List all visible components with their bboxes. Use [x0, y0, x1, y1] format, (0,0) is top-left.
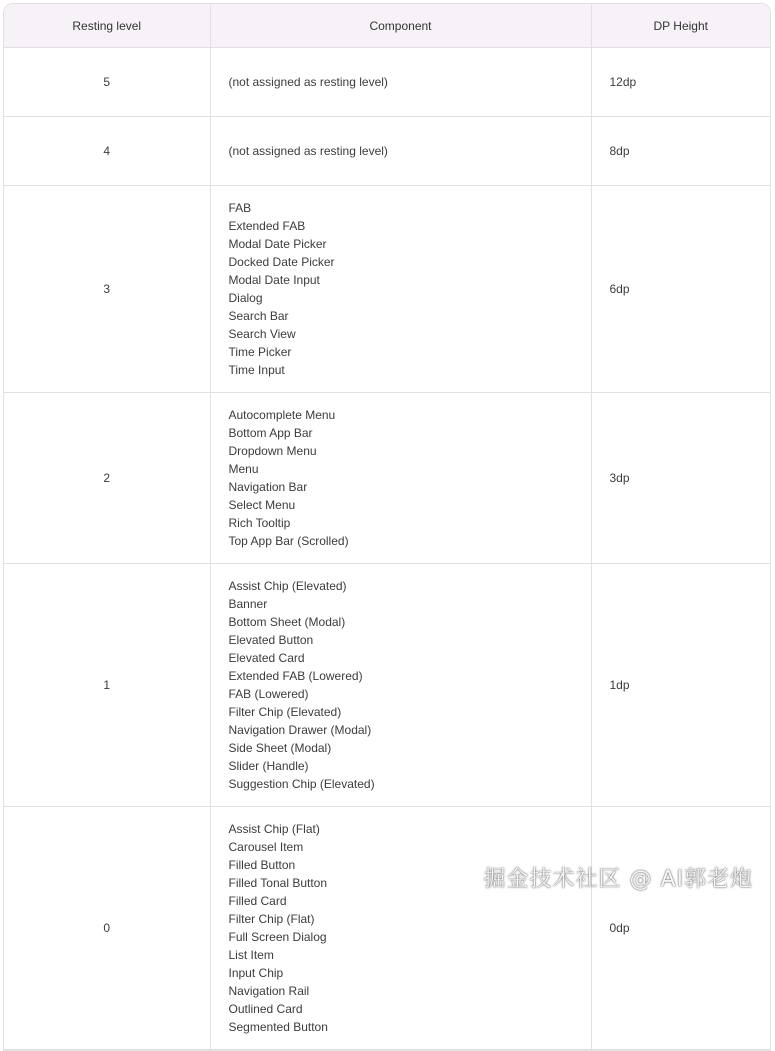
table-header-row: [4, 4, 770, 48]
table-row: [4, 564, 770, 807]
component-cell: [210, 186, 591, 393]
dp-height-cell: 0dp: [591, 807, 770, 1050]
component-item: Filter Chip (Flat): [228, 912, 315, 926]
component-item: List Item: [228, 948, 274, 962]
component-item: Extended FAB: [228, 219, 306, 233]
header-resting-level: Resting level: [4, 4, 210, 48]
component-item: Suggestion Chip (Elevated): [228, 777, 375, 791]
component-item: Navigation Rail: [228, 984, 310, 998]
dp-height-cell: 3dp: [591, 393, 770, 564]
component-item: Dropdown Menu: [228, 444, 317, 458]
table-row: [4, 117, 770, 186]
resting-level-cell: 2: [4, 393, 210, 564]
component-item: Modal Date Input: [228, 273, 320, 287]
component-item: Filter Chip (Elevated): [228, 705, 342, 719]
resting-level-cell: 4: [4, 117, 210, 186]
resting-level-cell: 1: [4, 564, 210, 807]
component-item: Full Screen Dialog: [228, 930, 327, 944]
resting-level-cell: 0: [4, 807, 210, 1050]
header-component: Component: [210, 4, 591, 48]
component-item: Autocomplete Menu: [228, 408, 336, 422]
component-item: Select Menu: [228, 498, 296, 512]
component-item: Docked Date Picker: [228, 255, 335, 269]
elevation-table: [4, 4, 770, 1050]
component-item: Time Input: [228, 363, 285, 377]
component-item: Elevated Card: [228, 651, 305, 665]
component-item: Bottom Sheet (Modal): [228, 615, 346, 629]
resting-level-cell: 3: [4, 186, 210, 393]
table-row: [4, 807, 770, 1050]
component-cell: [210, 117, 591, 186]
component-item: Navigation Bar: [228, 480, 308, 494]
component-item: Navigation Drawer (Modal): [228, 723, 372, 737]
component-item: Search View: [228, 327, 296, 341]
component-item: (not assigned as resting level): [228, 75, 388, 89]
watermark: 掘金技术社区 @ AI郭老炮: [483, 867, 753, 892]
component-cell: [210, 393, 591, 564]
header-dp-height: DP Height: [591, 4, 770, 48]
component-item: Bottom App Bar: [228, 426, 313, 440]
component-item: Search Bar: [228, 309, 289, 323]
component-item: Banner: [228, 597, 268, 611]
component-cell: [210, 48, 591, 117]
table-row: [4, 186, 770, 393]
table-row: [4, 48, 770, 117]
component-item: Rich Tooltip: [228, 516, 291, 530]
resting-level-cell: 5: [4, 48, 210, 117]
component-item: Segmented Button: [228, 1020, 328, 1034]
dp-height-cell: 1dp: [591, 564, 770, 807]
component-item: Time Picker: [228, 345, 292, 359]
dp-height-cell: 6dp: [591, 186, 770, 393]
component-item: Top App Bar (Scrolled): [228, 534, 349, 548]
component-item: Slider (Handle): [228, 759, 309, 773]
elevation-table-container: [3, 3, 771, 1051]
component-item: Modal Date Picker: [228, 237, 327, 251]
component-cell: [210, 807, 591, 1050]
component-item: Menu: [228, 462, 259, 476]
component-item: Input Chip: [228, 966, 284, 980]
component-item: Filled Button: [228, 858, 296, 872]
dp-height-cell: 8dp: [591, 117, 770, 186]
component-item: FAB (Lowered): [228, 687, 309, 701]
component-item: Elevated Button: [228, 633, 314, 647]
component-item: Assist Chip (Elevated): [228, 579, 347, 593]
component-item: Dialog: [228, 291, 263, 305]
component-item: Carousel Item: [228, 840, 304, 854]
component-item: Assist Chip (Flat): [228, 822, 320, 836]
component-item: Extended FAB (Lowered): [228, 669, 363, 683]
table-row: [4, 393, 770, 564]
component-cell: [210, 564, 591, 807]
component-item: (not assigned as resting level): [228, 144, 388, 158]
component-item: FAB: [228, 201, 252, 215]
component-item: Filled Card: [228, 894, 287, 908]
component-item: Side Sheet (Modal): [228, 741, 332, 755]
component-item: Outlined Card: [228, 1002, 303, 1016]
component-item: Filled Tonal Button: [228, 876, 328, 890]
dp-height-cell: 12dp: [591, 48, 770, 117]
